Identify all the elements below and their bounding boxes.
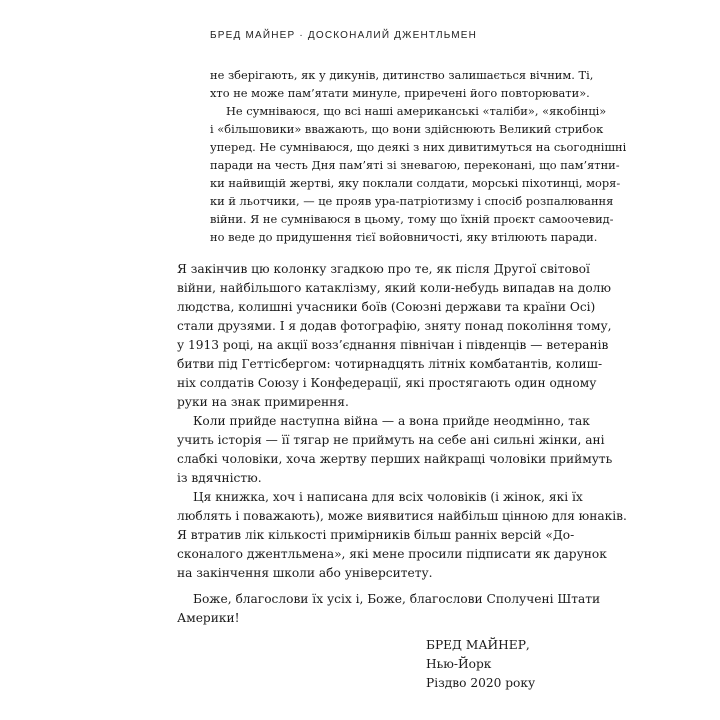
quote-line: ки найвищій жертві, яку поклали солдати, морські піхотинці, моря- (210, 176, 621, 190)
quote-line: і «більшовики» вважають, що вони здійснюють Великий стрибок (210, 122, 604, 136)
body-line: руки на знак примирення. (177, 395, 349, 409)
body-line: Америки! (177, 611, 240, 625)
body-line: ніх солдатів Союзу і Конфедерації, які простягають один одному (177, 376, 597, 390)
body-line: слабкі чоловіки, хоча жертву перших найкращі чоловіки приймуть (177, 452, 613, 466)
quote-line: Не сумніваюся, що всі наші американські «таліби», «якобінці» (226, 104, 607, 118)
signature-name: БРЕД МАЙНЕР, (426, 638, 530, 652)
quote-line: війни. Я не сумніваюся в цьому, тому що їхній проєкт самоочевид- (210, 212, 614, 226)
running-header: БРЕД МАЙНЕР · ДОСКОНАЛИЙ ДЖЕНТЛЬМЕН (210, 30, 478, 41)
quote-line: паради на честь Дня пам’яті зі зневагою, переконані, що пам’ятни- (210, 158, 620, 172)
body-line: Боже, благослови їх усіх і, Боже, благослови Сполучені Штати (193, 592, 601, 606)
body-line: Ця книжка, хоч і написана для всіх чоловіків (і жінок, які їх (193, 490, 583, 504)
quote-line: ки й льотчики, — це прояв ура-патріотизму і спосіб розпалювання (210, 194, 614, 208)
body-line: Коли прийде наступна війна — а вона прийде неодмінно, так (193, 414, 590, 428)
body-line: Я закінчив цю колонку згадкою про те, як після Другої світової (177, 262, 590, 276)
body-line: люблять і поважають), може виявитися найбільш цінною для юнаків. (177, 509, 627, 523)
quote-line: не зберігають, як у дикунів, дитинство залишається вічним. Ті, (210, 68, 594, 82)
signature-date: Різдво 2020 року (426, 676, 536, 690)
quote-line: уперед. Не сумніваюся, що деякі з них дивитимуться на сьогоднішні (210, 140, 627, 154)
body-line: сконалого джентльмена», які мене просили підписати як дарунок (177, 547, 607, 561)
body-line: Я втратив лік кількості примірників більш ранніх версій «До- (177, 528, 575, 542)
body-line: битви під Геттісбергом: чотирнадцять літніх комбатантів, колиш- (177, 357, 603, 371)
body-line: людства, колишні учасники боїв (Союзні держави та країни Осі) (177, 300, 596, 314)
signature-location: Нью-Йорк (426, 657, 492, 671)
body-line: на закінчення школи або університету. (177, 566, 433, 580)
body-line: стали друзями. І я додав фотографію, зняту понад покоління тому, (177, 319, 612, 333)
body-line: війни, найбільшого катаклізму, який коли-небудь випадав на долю (177, 281, 612, 295)
body-line: із вдячністю. (177, 471, 262, 485)
body-line: у 1913 році, на акції возз’єднання північан і південців — ветеранів (177, 338, 609, 352)
quote-line: но веде до придушення тієї войовничості, яку втілюють паради. (210, 230, 598, 244)
body-line: учить історія — її тягар не приймуть на себе ані сильні жінки, ані (177, 433, 605, 447)
quote-line: хто не може пам’ятати минуле, приречені його повторювати». (210, 86, 590, 100)
